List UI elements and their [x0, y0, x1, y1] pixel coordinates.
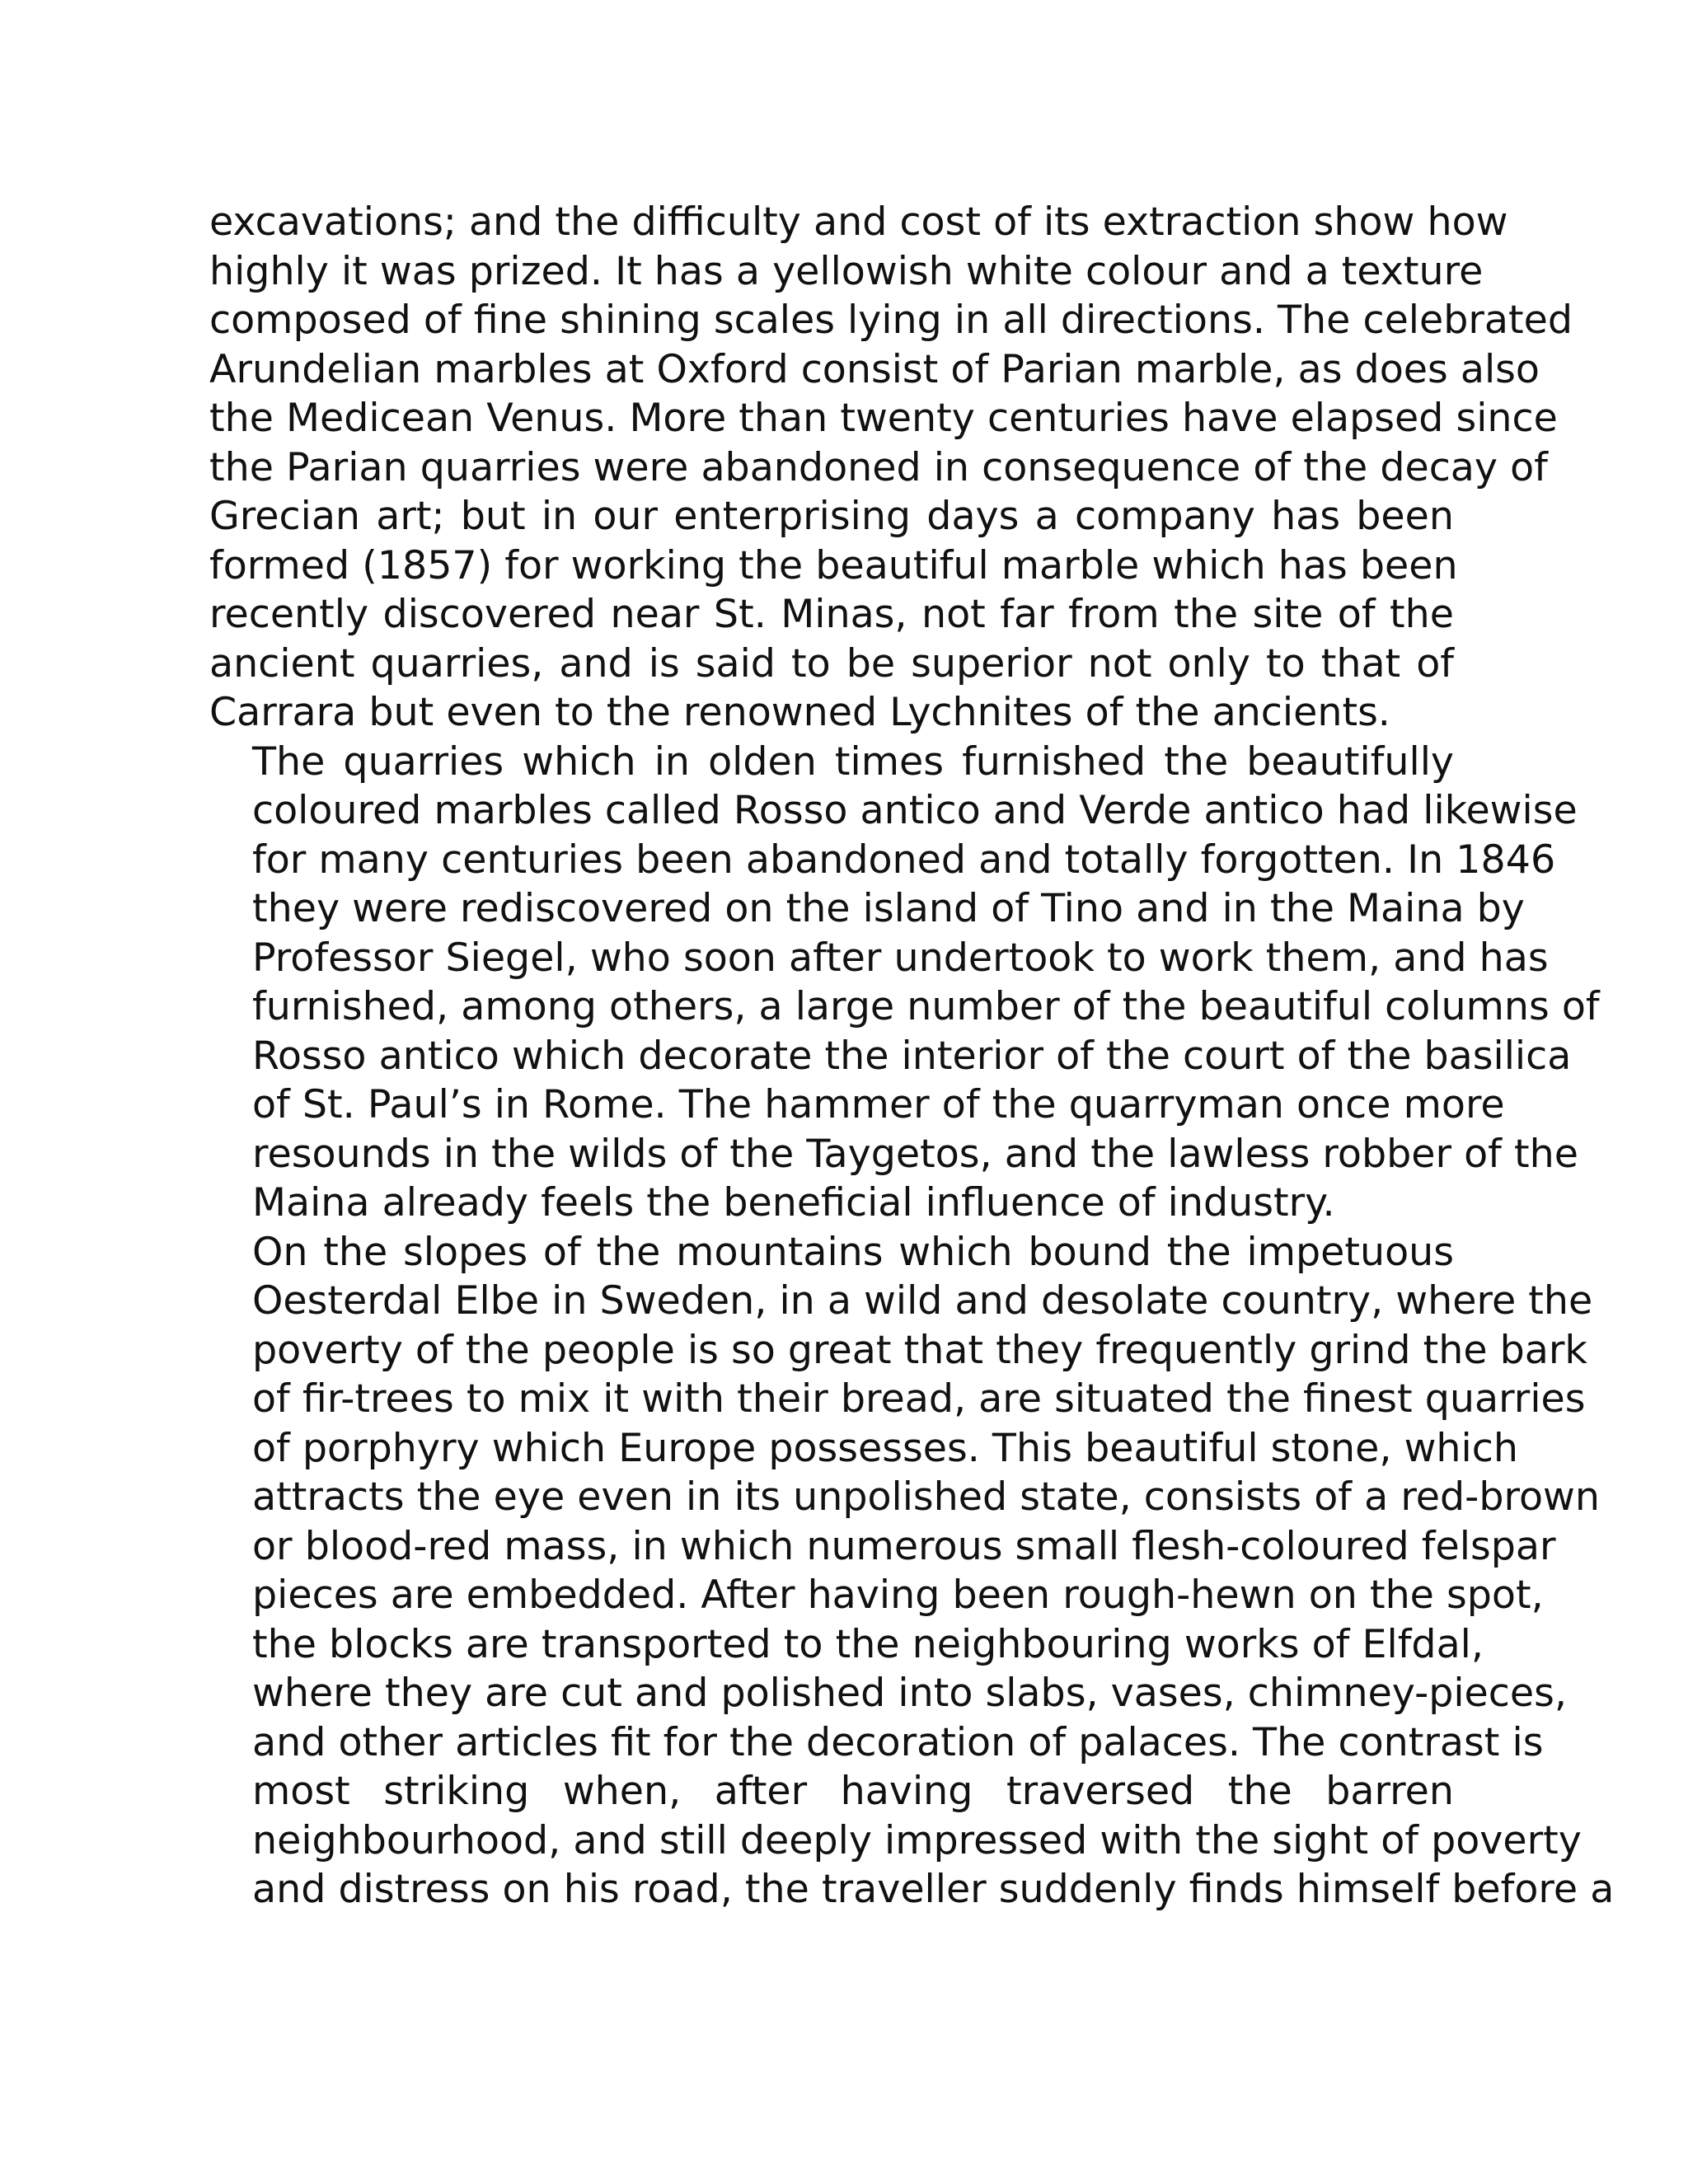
- text-line: resounds in the wilds of the Taygetos, and the lawless robber of the: [252, 1131, 1578, 1177]
- text-line: Professor Siegel, who soon after undertook to work them, and has: [252, 935, 1549, 981]
- text-line: Carrara but even to the renowned Lychnites of the ancients.: [209, 690, 1390, 735]
- text-line: On the slopes of the mountains which bound the impetuous: [252, 1229, 1454, 1275]
- text-line: pieces are embedded. After having been rough-hewn on the spot,: [252, 1572, 1544, 1618]
- text-line: The quarries which in olden times furnished the beautifully: [252, 738, 1454, 785]
- text-line: highly it was prized. It has a yellowish white colour and a texture: [209, 248, 1484, 294]
- text-line: composed of fine shining scales lying in all directions. The celebrated: [209, 298, 1573, 343]
- text-line: formed (1857) for working the beautiful marble which has been: [209, 542, 1458, 588]
- text-line: and other articles fit for the decoration of palaces. The contrast is: [252, 1719, 1544, 1765]
- text-line: Oesterdal Elbe in Sweden, in a wild and desolate country, where the: [252, 1278, 1593, 1324]
- paragraph-parian-marble: [209, 198, 1573, 738]
- text-line: the blocks are transported to the neighbouring works of Elfdal,: [252, 1621, 1484, 1667]
- text-line: furnished, among others, a large number of the beautiful columns of: [252, 984, 1600, 1029]
- text-line: neighbourhood, and still deeply impressed with the sight of poverty: [252, 1817, 1582, 1863]
- text-line: poverty of the people is so great that they frequently grind the bark: [252, 1327, 1587, 1373]
- text-line: the Medicean Venus. More than twenty centuries have elapsed since: [209, 396, 1558, 441]
- paragraph-rosso-antico: [209, 738, 1600, 1228]
- text-line: of St. Paul’s in Rome. The hammer of the quarryman once more: [252, 1082, 1505, 1127]
- text-line: Maina already feels the beneficial influence of industry.: [252, 1180, 1335, 1226]
- text-line: they were rediscovered on the island of Tino and in the Maina by: [252, 886, 1525, 931]
- text-line: excavations; and the difficulty and cost of its extraction show how: [209, 199, 1508, 245]
- text-line: coloured marbles called Rosso antico and Verde antico had likewise: [252, 788, 1578, 833]
- text-line: Grecian art; but in our enterprising days a company has been: [209, 494, 1454, 539]
- text-line: where they are cut and polished into slabs, vases, chimney-pieces,: [252, 1671, 1567, 1716]
- text-line: for many centuries been abandoned and totally forgotten. In 1846: [252, 837, 1556, 883]
- text-line: ancient quarries, and is said to be superior not only to that of: [209, 640, 1454, 687]
- text-line: of fir-trees to mix it with their bread, are situated the finest quarries: [252, 1376, 1586, 1422]
- text-line: the Parian quarries were abandoned in consequence of the decay of: [209, 444, 1548, 490]
- text-line: Rosso antico which decorate the interior of the court of the basilica: [252, 1033, 1572, 1079]
- text-line: recently discovered near St. Minas, not far from the site of the: [209, 592, 1454, 637]
- page-body: [209, 198, 1615, 1915]
- text-line: attracts the eye even in its unpolished state, consists of a red-brown: [252, 1474, 1600, 1520]
- paragraph-porphyry: [209, 1228, 1615, 1915]
- text-line: of porphyry which Europe possesses. This beautiful stone, which: [252, 1425, 1518, 1471]
- text-line: and distress on his road, the traveller suddenly finds himself before a: [252, 1867, 1615, 1912]
- text-line: most striking when, after having traversed the barren: [252, 1769, 1454, 1814]
- text-line: Arundelian marbles at Oxford consist of Parian marble, as does also: [209, 346, 1540, 392]
- text-line: or blood-red mass, in which numerous small flesh-coloured felspar: [252, 1523, 1556, 1569]
